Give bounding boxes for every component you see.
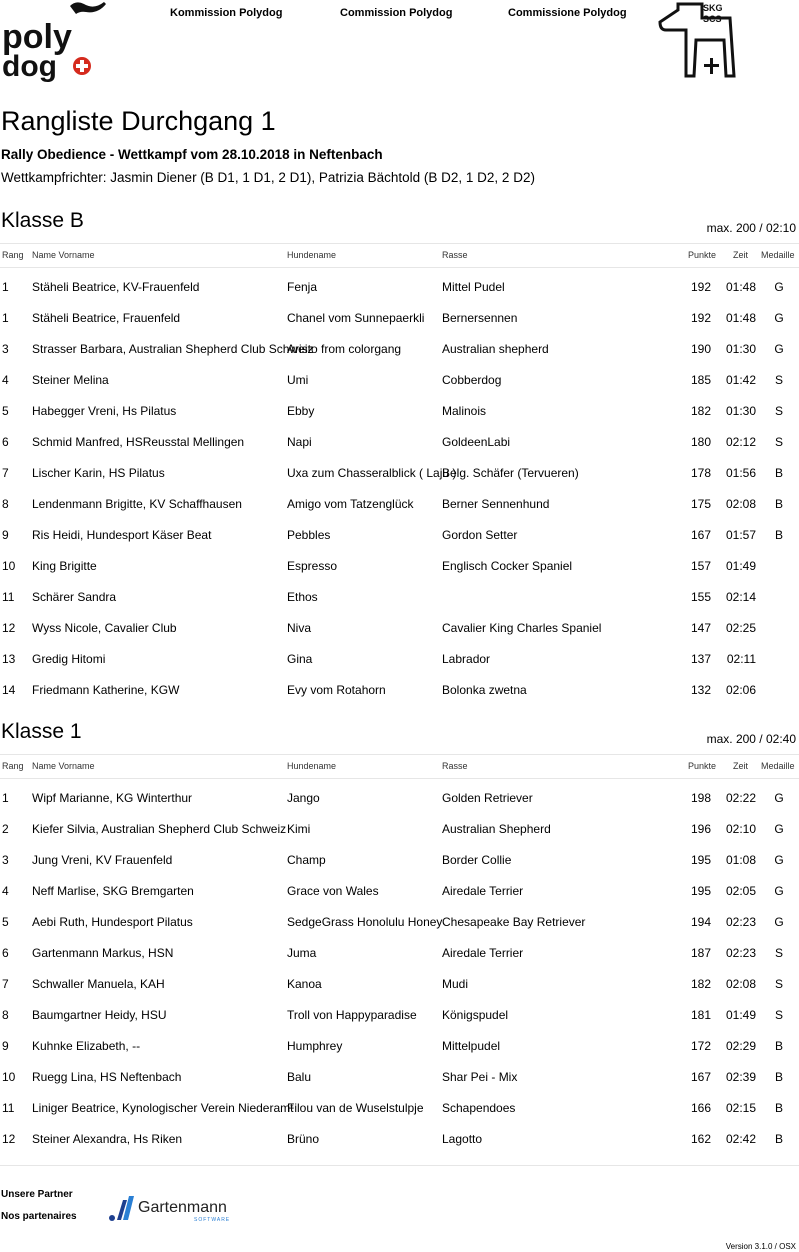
- cell-rank: 10: [2, 1070, 16, 1084]
- table-row: [0, 1092, 799, 1123]
- col-name: Name Vorname: [32, 761, 95, 771]
- cell-dog: Ethos: [287, 590, 318, 604]
- table-row: [0, 302, 799, 333]
- cell-dog: Pebbles: [287, 528, 331, 542]
- table-row: [0, 426, 799, 457]
- cell-dog: Jango: [287, 791, 320, 805]
- cell-name: Schwaller Manuela, KAH: [32, 977, 165, 991]
- table-row: [0, 782, 799, 813]
- cell-dog: Fenja: [287, 280, 318, 294]
- cell-points: 196: [690, 822, 711, 836]
- cell-medal: B: [774, 1132, 783, 1146]
- cell-medal: G: [774, 280, 784, 294]
- cell-medal: S: [774, 1008, 783, 1022]
- cell-dog: Evy vom Rotahorn: [287, 683, 386, 697]
- cell-medal: S: [774, 435, 783, 449]
- cell-breed: Airedale Terrier: [442, 946, 524, 960]
- cell-points: 182: [690, 404, 711, 418]
- cell-breed: Mittel Pudel: [442, 280, 505, 294]
- cell-points: 175: [690, 497, 711, 511]
- table-row: [0, 906, 799, 937]
- cell-medal: B: [774, 1070, 783, 1084]
- cell-time: 02:12: [725, 435, 756, 449]
- cell-dog: SedgeGrass Honolulu Honey: [287, 915, 443, 929]
- table-row: [0, 519, 799, 550]
- col-rang: Rang: [2, 250, 24, 260]
- table-row: [0, 643, 799, 674]
- cell-medal: G: [774, 822, 784, 836]
- cell-points: 181: [690, 1008, 711, 1022]
- cell-breed: Schapendoes: [442, 1101, 516, 1115]
- cell-medal: G: [774, 342, 784, 356]
- cell-rank: 3: [2, 342, 9, 356]
- cell-breed: Airedale Terrier: [442, 884, 524, 898]
- gartenmann-logo[interactable]: [108, 1192, 244, 1224]
- cell-points: 137: [690, 652, 711, 666]
- footer-divider: [0, 1165, 799, 1166]
- cell-breed: Bernersennen: [442, 311, 518, 325]
- commission-de: Kommission Polydog: [170, 7, 283, 19]
- cell-dog: Espresso: [287, 559, 338, 573]
- table-header: [0, 246, 799, 266]
- cell-points: 147: [690, 621, 711, 635]
- col-medal: Medaille: [761, 250, 795, 260]
- table-row: [0, 333, 799, 364]
- cell-medal: B: [774, 1039, 783, 1053]
- commission-fr: Commission Polydog: [340, 7, 453, 19]
- cell-time: 01:08: [725, 853, 756, 867]
- cell-breed: Border Collie: [442, 853, 512, 867]
- cell-rank: 5: [2, 404, 9, 418]
- cell-points: 185: [690, 373, 711, 387]
- cell-medal: G: [774, 884, 784, 898]
- cell-name: Stäheli Beatrice, Frauenfeld: [32, 311, 181, 325]
- partner-label-fr: Nos partenaires: [1, 1211, 77, 1222]
- cell-rank: 11: [2, 590, 15, 604]
- partner-label-de: Unsere Partner: [1, 1189, 73, 1200]
- cell-medal: G: [774, 853, 784, 867]
- cell-name: King Brigitte: [32, 559, 97, 573]
- cell-name: Wipf Marianne, KG Winterthur: [32, 791, 193, 805]
- col-rang: Rang: [2, 761, 24, 771]
- cell-time: 02:10: [725, 822, 756, 836]
- cell-name: Steiner Melina: [32, 373, 109, 387]
- cell-dog: Amigo vom Tatzenglück: [287, 497, 414, 511]
- table-row: [0, 550, 799, 581]
- cell-breed: Mudi: [442, 977, 469, 991]
- cell-dog: Humphrey: [287, 1039, 343, 1053]
- class-max: max. 200 / 02:10: [706, 221, 796, 235]
- cell-time: 02:06: [725, 683, 756, 697]
- table-row: [0, 875, 799, 906]
- cell-points: 178: [690, 466, 711, 480]
- class-max: max. 200 / 02:40: [706, 732, 796, 746]
- cell-rank: 1: [2, 280, 9, 294]
- cell-rank: 6: [2, 435, 9, 449]
- table-row: [0, 937, 799, 968]
- skg-logo: [656, 0, 740, 80]
- cell-medal: B: [774, 497, 783, 511]
- table-row: [0, 1030, 799, 1061]
- cell-breed: Lagotto: [442, 1132, 483, 1146]
- cell-points: 167: [690, 528, 711, 542]
- cell-points: 162: [690, 1132, 711, 1146]
- table-header: [0, 757, 799, 777]
- cell-points: 166: [690, 1101, 711, 1115]
- cell-dog: Ebby: [287, 404, 315, 418]
- cell-time: 01:49: [725, 559, 756, 573]
- cell-name: Jung Vreni, KV Frauenfeld: [32, 853, 173, 867]
- cell-rank: 9: [2, 1039, 9, 1053]
- cell-time: 02:42: [725, 1132, 756, 1146]
- cell-rank: 4: [2, 373, 9, 387]
- cell-name: Kiefer Silvia, Australian Shepherd Club Schweiz: [32, 822, 287, 836]
- cell-time: 01:56: [725, 466, 756, 480]
- cell-points: 167: [690, 1070, 711, 1084]
- cell-name: Wyss Nicole, Cavalier Club: [32, 621, 177, 635]
- col-dog: Hundename: [287, 761, 337, 771]
- cell-rank: 8: [2, 497, 9, 511]
- cell-dog: Kanoa: [287, 977, 322, 991]
- col-name: Name Vorname: [32, 250, 95, 260]
- cell-dog: Kimi: [287, 822, 311, 836]
- cell-rank: 4: [2, 884, 9, 898]
- gartenmann-logo-sub: SOFTWARE: [194, 1217, 231, 1223]
- cell-breed: Königspudel: [442, 1008, 509, 1022]
- table-row: [0, 364, 799, 395]
- cell-points: 182: [690, 977, 711, 991]
- cell-dog: Umi: [287, 373, 309, 387]
- cell-name: Schärer Sandra: [32, 590, 117, 604]
- cell-rank: 13: [2, 652, 16, 666]
- cell-points: 194: [690, 915, 711, 929]
- cell-name: Neff Marlise, SKG Bremgarten: [32, 884, 194, 898]
- cell-name: Baumgartner Heidy, HSU: [32, 1008, 167, 1022]
- table-row: [0, 457, 799, 488]
- cell-dog: Aristo from colorgang: [287, 342, 402, 356]
- cell-breed: Englisch Cocker Spaniel: [442, 559, 573, 573]
- cell-time: 02:05: [725, 884, 756, 898]
- cell-name: Kuhnke Elizabeth, --: [32, 1039, 141, 1053]
- cell-rank: 7: [2, 466, 9, 480]
- cell-points: 157: [690, 559, 711, 573]
- table-row: [0, 813, 799, 844]
- col-points: Punkte: [687, 761, 716, 771]
- cell-points: 180: [690, 435, 711, 449]
- table-row: [0, 395, 799, 426]
- cell-breed: Cavalier King Charles Spaniel: [442, 621, 602, 635]
- col-dog: Hundename: [287, 250, 337, 260]
- cell-breed: Chesapeake Bay Retriever: [442, 915, 586, 929]
- cell-breed: Australian shepherd: [442, 342, 549, 356]
- cell-rank: 3: [2, 853, 9, 867]
- col-time: Zeit: [732, 761, 748, 771]
- cell-name: Habegger Vreni, Hs Pilatus: [32, 404, 177, 418]
- table-row: [0, 1123, 799, 1154]
- header-divider: [0, 778, 799, 779]
- cell-time: 01:42: [725, 373, 756, 387]
- polydog-logo: [0, 0, 110, 82]
- page-title: Rangliste Durchgang 1: [1, 106, 276, 136]
- cell-name: Gartenmann Markus, HSN: [32, 946, 174, 960]
- polydog-logo-line2: dog: [2, 50, 57, 83]
- cell-points: 172: [690, 1039, 711, 1053]
- cell-dog: Chanel vom Sunnepaerkli: [287, 311, 425, 325]
- cell-rank: 11: [2, 1101, 15, 1115]
- cell-time: 02:11: [726, 652, 756, 666]
- col-medal: Medaille: [761, 761, 795, 771]
- table-row: [0, 999, 799, 1030]
- table-row: [0, 488, 799, 519]
- cell-points: 190: [690, 342, 711, 356]
- page-subtitle: Rally Obedience - Wettkampf vom 28.10.2018 in Neftenbach: [1, 147, 383, 162]
- skg-logo-line1: SKG: [703, 3, 723, 13]
- cell-medal: B: [774, 1101, 783, 1115]
- cell-points: 192: [690, 280, 711, 294]
- cell-time: 02:22: [725, 791, 756, 805]
- cell-name: Gredig Hitomi: [32, 652, 106, 666]
- cell-name: Steiner Alexandra, Hs Riken: [32, 1132, 183, 1146]
- header-divider: [0, 243, 799, 244]
- cell-dog: Troll von Happyparadise: [287, 1008, 417, 1022]
- skg-logo-line2: SCS: [703, 14, 722, 24]
- cell-name: Friedmann Katherine, KGW: [32, 683, 180, 697]
- cell-points: 155: [690, 590, 711, 604]
- cell-name: Aebi Ruth, Hundesport Pilatus: [32, 915, 193, 929]
- cell-medal: G: [774, 791, 784, 805]
- cell-dog: Balu: [287, 1070, 312, 1084]
- cell-rank: 12: [2, 621, 16, 635]
- cell-points: 195: [690, 884, 711, 898]
- cell-breed: Belg. Schäfer (Tervueren): [442, 466, 579, 480]
- cell-dog: Gina: [287, 652, 313, 666]
- cell-breed: Malinois: [442, 404, 487, 418]
- cell-time: 01:48: [725, 311, 756, 325]
- cell-dog: Filou van de Wuselstulpje: [287, 1101, 424, 1115]
- cell-time: 02:23: [725, 946, 756, 960]
- cell-breed: Mittelpudel: [442, 1039, 501, 1053]
- cell-rank: 12: [2, 1132, 16, 1146]
- class-title: Klasse B: [1, 209, 84, 232]
- cell-name: Strasser Barbara, Australian Shepherd Club Schweiz: [32, 342, 314, 356]
- table-row: [0, 968, 799, 999]
- cell-points: 198: [690, 791, 711, 805]
- cell-medal: B: [774, 466, 783, 480]
- cell-rank: 14: [2, 683, 16, 697]
- skg-dog-icon: [656, 0, 740, 80]
- header-divider: [0, 754, 799, 755]
- cell-breed: Berner Sennenhund: [442, 497, 550, 511]
- class-title: Klasse 1: [1, 720, 82, 743]
- cell-points: 132: [690, 683, 711, 697]
- cell-time: 01:30: [725, 342, 756, 356]
- cell-time: 02:08: [725, 977, 756, 991]
- cell-breed: Bolonka zwetna: [442, 683, 527, 697]
- cell-medal: G: [774, 311, 784, 325]
- cell-breed: GoldeenLabi: [442, 435, 511, 449]
- cell-rank: 1: [2, 311, 9, 325]
- cell-time: 02:23: [725, 915, 756, 929]
- cell-rank: 1: [2, 791, 9, 805]
- gartenmann-logo-text: Gartenmann: [138, 1199, 227, 1216]
- cell-medal: S: [774, 404, 783, 418]
- cell-dog: Champ: [287, 853, 326, 867]
- col-race: Rasse: [442, 250, 468, 260]
- cell-dog: Napi: [287, 435, 312, 449]
- cell-breed: Shar Pei - Mix: [442, 1070, 518, 1084]
- cell-rank: 2: [2, 822, 9, 836]
- version-label: Version 3.1.0 / OSX: [725, 1242, 796, 1251]
- cell-name: Ruegg Lina, HS Neftenbach: [32, 1070, 182, 1084]
- cell-rank: 8: [2, 1008, 9, 1022]
- cell-medal: B: [774, 528, 783, 542]
- cell-rank: 6: [2, 946, 9, 960]
- cell-time: 01:49: [725, 1008, 756, 1022]
- cell-time: 02:25: [725, 621, 756, 635]
- cell-breed: Labrador: [442, 652, 491, 666]
- col-points: Punkte: [687, 250, 716, 260]
- polydog-logo-line1: poly: [2, 18, 72, 56]
- cell-medal: S: [774, 373, 783, 387]
- cell-medal: S: [774, 946, 783, 960]
- cell-dog: Juma: [287, 946, 317, 960]
- cell-name: Liniger Beatrice, Kynologischer Verein Niederamt: [32, 1101, 294, 1115]
- cell-name: Lischer Karin, HS Pilatus: [32, 466, 165, 480]
- table-row: [0, 612, 799, 643]
- cell-rank: 7: [2, 977, 9, 991]
- commission-it: Commissione Polydog: [508, 7, 627, 19]
- cell-time: 02:29: [725, 1039, 756, 1053]
- cell-time: 02:15: [725, 1101, 756, 1115]
- col-race: Rasse: [442, 761, 468, 771]
- cell-time: 02:08: [725, 497, 756, 511]
- cell-medal: S: [774, 977, 783, 991]
- cell-points: 192: [690, 311, 711, 325]
- cell-breed: Cobberdog: [442, 373, 502, 387]
- polydog-logo-graphic: [0, 0, 110, 82]
- cell-time: 02:39: [725, 1070, 756, 1084]
- cell-name: Stäheli Beatrice, KV-Frauenfeld: [32, 280, 200, 294]
- cell-name: Ris Heidi, Hundesport Käser Beat: [32, 528, 212, 542]
- cell-time: 01:30: [725, 404, 756, 418]
- cell-breed: Gordon Setter: [442, 528, 518, 542]
- table-row: [0, 1061, 799, 1092]
- cell-dog: Grace von Wales: [287, 884, 379, 898]
- cell-breed: Golden Retriever: [442, 791, 533, 805]
- table-row: [0, 844, 799, 875]
- cell-dog: Brüno: [287, 1132, 320, 1146]
- table-row: [0, 271, 799, 302]
- cell-rank: 9: [2, 528, 9, 542]
- cell-dog: Niva: [287, 621, 312, 635]
- cell-time: 01:48: [725, 280, 756, 294]
- cell-time: 02:14: [725, 590, 756, 604]
- cell-name: Schmid Manfred, HSReusstal Mellingen: [32, 435, 245, 449]
- cell-points: 195: [690, 853, 711, 867]
- cell-dog: Uxa zum Chasseralblick ( Laju ): [287, 466, 457, 480]
- gartenmann-logo-graphic: [108, 1192, 244, 1224]
- col-time: Zeit: [732, 250, 748, 260]
- cell-name: Lendenmann Brigitte, KV Schaffhausen: [32, 497, 242, 511]
- table-row: [0, 581, 799, 612]
- cell-rank: 10: [2, 559, 16, 573]
- table-row: [0, 674, 799, 705]
- header-divider: [0, 267, 799, 268]
- cell-points: 187: [690, 946, 711, 960]
- cell-medal: G: [774, 915, 784, 929]
- judges-line: Wettkampfrichter: Jasmin Diener (B D1, 1 D1, 2 D1), Patrizia Bächtold (B D2, 1 D2, 2 D2): [1, 170, 535, 185]
- results-table: [0, 271, 799, 705]
- cell-rank: 5: [2, 915, 9, 929]
- cell-breed: Australian Shepherd: [442, 822, 551, 836]
- results-table: [0, 782, 799, 1154]
- cell-time: 01:57: [725, 528, 756, 542]
